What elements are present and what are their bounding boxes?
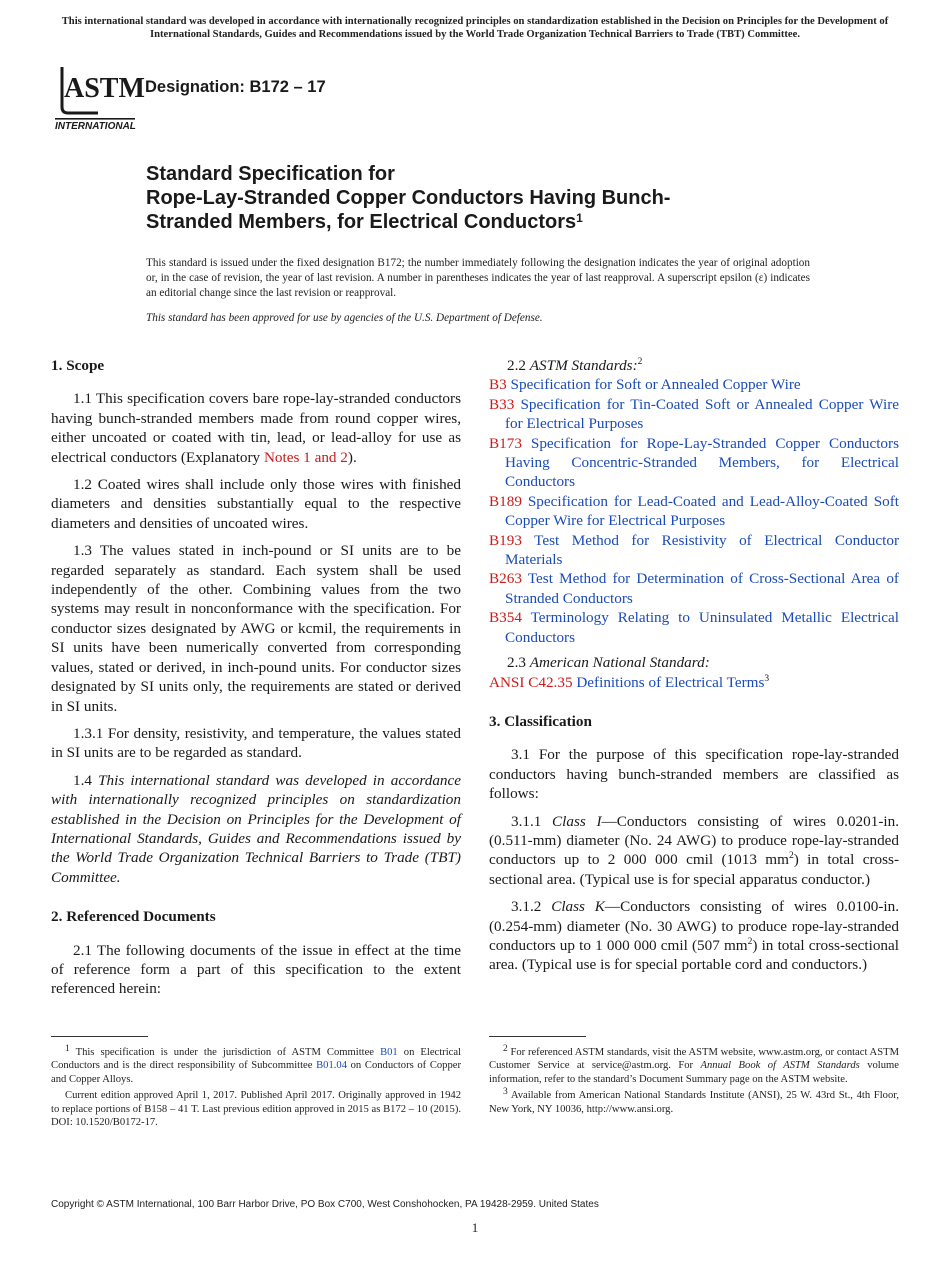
section-heading-scope: 1. Scope: [51, 357, 105, 374]
section-heading-classification: 3. Classification: [489, 712, 592, 730]
ref-item[interactable]: B173 Specification for Rope-Lay-Stranded Copper Conductors Having Concentric-Stranded Members, for Electrical Conductors: [489, 434, 899, 491]
approved-note: This standard has been approved for use by agencies of the U.S. Department of Defense.: [146, 312, 543, 324]
section-heading-referenced-documents: 2. Referenced Documents: [51, 908, 216, 926]
subcommittee-link[interactable]: B01.04: [316, 1060, 347, 1072]
committee-link[interactable]: B01: [380, 1047, 398, 1058]
footnote-rule-left: [51, 1036, 148, 1037]
title-line-1: Standard Specification for: [146, 163, 395, 185]
paragraph-1-3: 1.3 The values stated in inch-pound or SI units are to be regarded separately as standard. Each system shall be used independently of the other. Combining values from the two systems may result in nonconformance with the specification. For conductor sizes designated by AWG or kcmil, the requirements in SI units have been numerically converted from corresponding values, stated or derived, in inch-pound units. For conductor sizes designated by SI units only, the requirements are stated or derived in SI units.: [51, 542, 461, 715]
logo-caption: INTERNATIONAL: [55, 121, 136, 132]
issued-note: This standard is issued under the fixed designation B172; the number immediately following the designation indicates the year of original adoption or, in the case of revision, the year of last revision. A number in parentheses indicates the year of last reapproval. A superscript epsilon (ε) indicates an editorial change since the last revision or reapproval.: [146, 257, 810, 299]
ref-item[interactable]: B3 Specification for Soft or Annealed Copper Wire: [489, 376, 801, 394]
ref-item[interactable]: B263 Test Method for Determination of Cross-Sectional Area of Stranded Conductors: [489, 570, 899, 607]
footnote-3: $^3$ Available from American National Standards Institute (ANSI), 25 W. 43rd St., 4th Floor, New York, NY 10036, http://www.ansi.org.: [489, 1087, 899, 1115]
title-line-3: Stranded Members, for Electrical Conductors: [146, 211, 577, 233]
footnotes-left: [51, 1046, 461, 1132]
designation: Designation: B172 – 17: [145, 78, 326, 96]
footnotes-right: [489, 1046, 899, 1119]
right-column: [489, 356, 899, 983]
ansi-standard-heading: 2.3 American National Standard:: [507, 654, 710, 672]
left-column: [51, 356, 461, 1007]
astm-logo: [54, 57, 145, 133]
paragraph-3-1: 3.1 For the purpose of this specification rope-lay-stranded conductors having bunch-stranded members are classified as follows:: [489, 746, 899, 803]
footnote-rule-right: [489, 1036, 586, 1037]
footnote-2: $^2$ For referenced ASTM standards, visit the ASTM website, www.astm.org, or contact ASTM Customer Service at service@astm.org. For Annual Book of ASTM Standards volume information, refer to the standard’s Document Summary page on the ASTM website.: [489, 1044, 899, 1085]
title-line-2: Rope-Lay-Stranded Copper Conductors Having Bunch-: [146, 187, 671, 209]
paragraph-2-1: 2.1 The following documents of the issue in effect at the time of reference form a part of this specification to the extent referenced herein:: [51, 941, 461, 998]
notes-link[interactable]: Notes 1 and 2: [263, 448, 348, 466]
paragraph-1-3-1: 1.3.1 For density, resistivity, and temperature, the values stated in SI units are to be regarded as standard.: [51, 724, 461, 762]
paragraph-3-1-2: 3.1.2 Class K—Conductors consisting of wires 0.0100-in. (0.254-mm) diameter (No. 30 AWG) to produce rope-lay-stranded conductors up to 1 000 000 cmil (507 $mm^2$) in total cross-sectional area. (Typical use is for special portable cord and conductors.): [489, 898, 899, 974]
ref-item[interactable]: B189 Specification for Lead-Coated and Lead-Alloy-Coated Soft Copper Wire for Electrical Purposes: [489, 492, 900, 530]
ref-item[interactable]: B193 Test Method for Resistivity of Electrical Conductor Materials: [489, 531, 899, 569]
ansi-ref-item[interactable]: ANSI C42.35 Definitions of Electrical Terms$^3$: [489, 673, 770, 691]
paragraph-3-1-1: 3.1.1 Class I—Conductors consisting of wires 0.0201-in. (0.511-mm) diameter (No. 24 AWG) to produce rope-lay-stranded conductors up to 2 000 000 cmil (1013 $mm^2$) in total cross-sectional area. (Typical use is for special apparatus conductor.): [489, 812, 900, 888]
footnote-1-edition: Current edition approved April 1, 2017. Published April 2017. Originally approved in 1942 to replace portions of B158 – 41 T. Last previous edition approved in 2015 as B172 – 10 (2015). DOI: 10.1520/B0172-17.: [51, 1090, 461, 1129]
copyright: Copyright © ASTM International, 100 Barr Harbor Drive, PO Box C700, West Conshohocken, PA 19428-2959. United States: [51, 1199, 599, 1210]
paragraph-1-4: 1.4 This international standard was developed in accordance with internationally recognized principles on standardization established in the Decision on Principles for the Development of International Standards, Guides and Recommendations issued by the World Trade Organization Technical Barriers to Trade (TBT) Committee.: [51, 771, 462, 886]
paragraph-1-1: 1.1 This specification covers bare rope-lay-stranded conductors having bunch-stranded members made from round copper wires, either uncoated or coated with tin, lead, or lead-alloy for use as electrical conductors (Explanatory Notes 1 and 2).: [51, 390, 461, 466]
logo-letters: ASTM: [64, 73, 145, 104]
ref-item[interactable]: B33 Specification for Tin-Coated Soft or Annealed Copper Wire for Electrical Purposes: [489, 395, 899, 433]
top-notice: This international standard was developed in accordance with internationally recognized principles on standardization established in the Decision on Principles for the Development of International Standards, Guides and Recommendations issued by the World Trade Organization Technical Barriers to Trade (TBT) Committee.: [61, 16, 889, 40]
document-title: [146, 162, 906, 234]
page-number: 1: [471, 1220, 479, 1235]
footnote-1: $^1$ This specification is under the jurisdiction of ASTM Committee B01 on Electrical Conductors and is the direct responsibility of Subcommittee B01.04 on Conductors of Copper and Copper Alloys.: [51, 1044, 462, 1085]
ref-item[interactable]: B354 Terminology Relating to Uninsulated Metallic Electrical Conductors: [489, 609, 899, 646]
paragraph-1-2: 1.2 Coated wires shall include only those wires with finished diameters and densities substantially equal to the respective diameters and densities of uncoated wires.: [51, 476, 461, 532]
title-footnote-mark: 1: [576, 211, 583, 225]
astm-standards-heading: 2.2 ASTM Standards:$^2$: [507, 357, 643, 374]
